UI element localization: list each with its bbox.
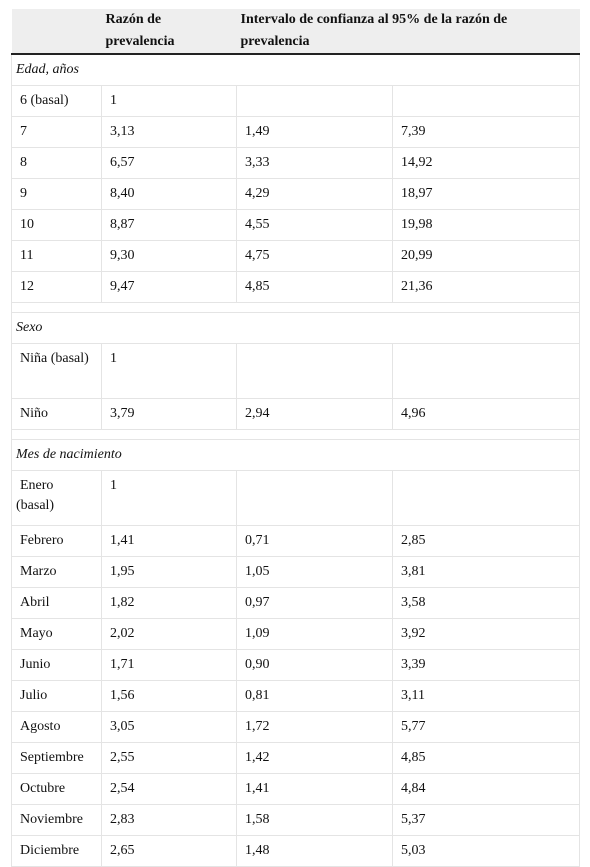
prevalence-ratio-cell: 1 bbox=[102, 86, 237, 117]
prevalence-ratio-cell: 1,56 bbox=[102, 681, 237, 712]
ci-upper-cell bbox=[393, 344, 580, 399]
section-title: Edad, años bbox=[12, 54, 580, 86]
prevalence-ratio-cell: 1,71 bbox=[102, 650, 237, 681]
table-row bbox=[12, 743, 580, 774]
ci-upper-cell: 5,37 bbox=[393, 805, 580, 836]
ci-upper-cell: 4,84 bbox=[393, 774, 580, 805]
ci-upper-cell: 3,81 bbox=[393, 557, 580, 588]
ci-lower-cell: 1,05 bbox=[237, 557, 393, 588]
table-row bbox=[12, 836, 580, 867]
prevalence-ratio-cell: 2,65 bbox=[102, 836, 237, 867]
section-title: Sexo bbox=[12, 313, 580, 344]
row-label: 9 bbox=[12, 179, 102, 210]
table-row bbox=[12, 557, 580, 588]
table-row bbox=[12, 619, 580, 650]
section-spacer bbox=[12, 430, 580, 440]
ci-lower-cell: 0,71 bbox=[237, 526, 393, 557]
table-body bbox=[12, 54, 580, 867]
row-label: Abril bbox=[12, 588, 102, 619]
ci-lower-cell: 0,97 bbox=[237, 588, 393, 619]
row-label: 6 (basal) bbox=[12, 86, 102, 117]
row-label: 10 bbox=[12, 210, 102, 241]
section-title: Mes de nacimiento bbox=[12, 440, 580, 471]
prevalence-ratio-cell: 3,13 bbox=[102, 117, 237, 148]
table-row bbox=[12, 210, 580, 241]
spacer-cell bbox=[12, 303, 580, 313]
table-row bbox=[12, 117, 580, 148]
ci-lower-cell: 0,90 bbox=[237, 650, 393, 681]
prevalence-ratio-cell: 8,40 bbox=[102, 179, 237, 210]
ci-lower-cell: 1,48 bbox=[237, 836, 393, 867]
ci-upper-cell bbox=[393, 86, 580, 117]
ci-lower-cell bbox=[237, 86, 393, 117]
ci-lower-cell: 1,42 bbox=[237, 743, 393, 774]
ci-upper-cell: 4,96 bbox=[393, 399, 580, 430]
ci-upper-cell: 2,85 bbox=[393, 526, 580, 557]
ci-upper-cell: 14,92 bbox=[393, 148, 580, 179]
prevalence-ratio-table bbox=[11, 9, 580, 867]
prevalence-ratio-cell: 3,05 bbox=[102, 712, 237, 743]
table-row bbox=[12, 526, 580, 557]
ci-upper-cell: 19,98 bbox=[393, 210, 580, 241]
ci-lower-cell bbox=[237, 344, 393, 399]
row-label: Noviembre bbox=[12, 805, 102, 836]
ci-upper-cell bbox=[393, 471, 580, 526]
ci-lower-cell: 3,33 bbox=[237, 148, 393, 179]
table-row bbox=[12, 344, 580, 399]
row-label: Febrero bbox=[12, 526, 102, 557]
ci-upper-cell: 4,85 bbox=[393, 743, 580, 774]
table-row bbox=[12, 774, 580, 805]
ci-upper-cell: 3,11 bbox=[393, 681, 580, 712]
ci-upper-cell: 5,03 bbox=[393, 836, 580, 867]
table-row bbox=[12, 272, 580, 303]
prevalence-ratio-cell: 1,82 bbox=[102, 588, 237, 619]
ci-upper-cell: 3,92 bbox=[393, 619, 580, 650]
row-label: Mayo bbox=[12, 619, 102, 650]
header-confidence-interval: Intervalo de confianza al 95% de la razón de prevalencia bbox=[237, 9, 580, 54]
row-label: Niño bbox=[12, 399, 102, 430]
row-label: Octubre bbox=[12, 774, 102, 805]
ci-lower-cell: 4,75 bbox=[237, 241, 393, 272]
ci-upper-cell: 5,77 bbox=[393, 712, 580, 743]
ci-upper-cell: 18,97 bbox=[393, 179, 580, 210]
row-label: 7 bbox=[12, 117, 102, 148]
spacer-cell bbox=[12, 430, 580, 440]
prevalence-ratio-cell: 2,83 bbox=[102, 805, 237, 836]
ci-lower-cell: 2,94 bbox=[237, 399, 393, 430]
row-label: Marzo bbox=[12, 557, 102, 588]
row-label: Enero (basal) bbox=[12, 471, 102, 526]
ci-lower-cell: 1,58 bbox=[237, 805, 393, 836]
row-label: 8 bbox=[12, 148, 102, 179]
prevalence-ratio-cell: 1,95 bbox=[102, 557, 237, 588]
table-row bbox=[12, 681, 580, 712]
ci-upper-cell: 20,99 bbox=[393, 241, 580, 272]
ci-lower-cell: 1,72 bbox=[237, 712, 393, 743]
table-row bbox=[12, 650, 580, 681]
prevalence-ratio-cell: 3,79 bbox=[102, 399, 237, 430]
table-row bbox=[12, 588, 580, 619]
ci-upper-cell: 3,58 bbox=[393, 588, 580, 619]
ci-lower-cell: 0,81 bbox=[237, 681, 393, 712]
table-header-row bbox=[12, 9, 580, 54]
prevalence-ratio-cell: 2,55 bbox=[102, 743, 237, 774]
table-row bbox=[12, 148, 580, 179]
prevalence-ratio-cell: 2,54 bbox=[102, 774, 237, 805]
prevalence-ratio-cell: 1,41 bbox=[102, 526, 237, 557]
prevalence-ratio-cell: 9,47 bbox=[102, 272, 237, 303]
header-prevalence-ratio: Razón de prevalencia bbox=[102, 9, 237, 54]
section-header-row bbox=[12, 54, 580, 86]
ci-upper-cell: 21,36 bbox=[393, 272, 580, 303]
row-label: Julio bbox=[12, 681, 102, 712]
row-label: 12 bbox=[12, 272, 102, 303]
ci-upper-cell: 7,39 bbox=[393, 117, 580, 148]
ci-lower-cell: 1,09 bbox=[237, 619, 393, 650]
prevalence-ratio-cell: 9,30 bbox=[102, 241, 237, 272]
prevalence-ratio-cell: 8,87 bbox=[102, 210, 237, 241]
ci-lower-cell: 1,41 bbox=[237, 774, 393, 805]
section-spacer bbox=[12, 303, 580, 313]
table-row bbox=[12, 712, 580, 743]
ci-lower-cell bbox=[237, 471, 393, 526]
ci-upper-cell: 3,39 bbox=[393, 650, 580, 681]
row-label: Junio bbox=[12, 650, 102, 681]
prevalence-ratio-cell: 2,02 bbox=[102, 619, 237, 650]
row-label: Septiembre bbox=[12, 743, 102, 774]
table-row bbox=[12, 805, 580, 836]
table-row bbox=[12, 399, 580, 430]
ci-lower-cell: 4,55 bbox=[237, 210, 393, 241]
table-row bbox=[12, 179, 580, 210]
section-header-row bbox=[12, 313, 580, 344]
ci-lower-cell: 4,85 bbox=[237, 272, 393, 303]
prevalence-ratio-cell: 1 bbox=[102, 471, 237, 526]
prevalence-ratio-cell: 1 bbox=[102, 344, 237, 399]
ci-lower-cell: 1,49 bbox=[237, 117, 393, 148]
row-label: Diciembre bbox=[12, 836, 102, 867]
row-label: Niña (basal) bbox=[12, 344, 102, 399]
table-row bbox=[12, 471, 580, 526]
section-header-row bbox=[12, 440, 580, 471]
row-label: 11 bbox=[12, 241, 102, 272]
table-row bbox=[12, 86, 580, 117]
ci-lower-cell: 4,29 bbox=[237, 179, 393, 210]
header-variable bbox=[12, 9, 102, 54]
row-label: Agosto bbox=[12, 712, 102, 743]
prevalence-ratio-cell: 6,57 bbox=[102, 148, 237, 179]
table-row bbox=[12, 241, 580, 272]
